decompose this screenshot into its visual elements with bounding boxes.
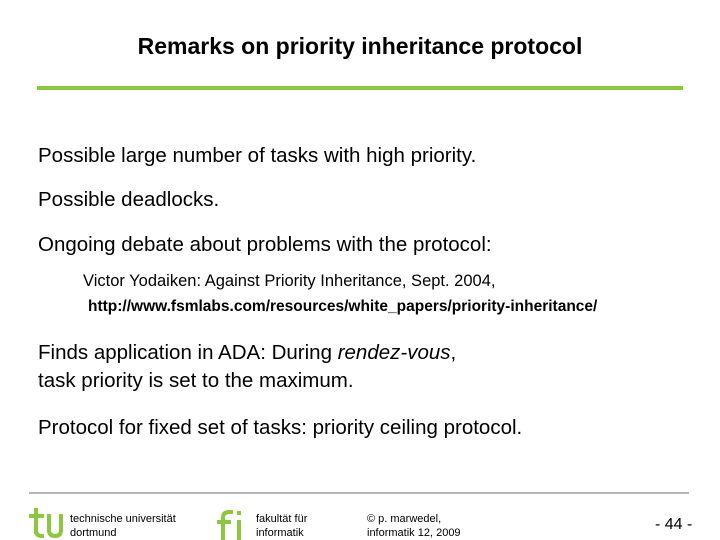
faculty-line2: informatik: [256, 527, 304, 539]
ada-line2: task priority is set to the maximum.: [38, 369, 354, 392]
university-line1: technische universität: [70, 513, 176, 525]
copyright-line1: © p. marwedel,: [367, 513, 442, 525]
faculty-name: [256, 512, 307, 540]
ada-line1-pre: Finds application in ADA: During: [38, 341, 338, 364]
bullet-3: Ongoing debate about problems with the protocol:: [38, 233, 492, 256]
tu-logo: [29, 508, 67, 540]
ceiling-protocol-text: Protocol for fixed set of tasks: priority ceiling protocol.: [38, 416, 523, 439]
bullet-1: Possible large number of tasks with high priority.: [38, 144, 477, 167]
university-line2: dortmund: [70, 527, 117, 539]
copyright-line2: informatik 12, 2009: [367, 527, 461, 539]
faculty-line1: fakultät für: [256, 513, 308, 525]
ada-paragraph: [38, 339, 456, 395]
reference-url[interactable]: http://www.fsmlabs.com/resources/white_papers/priority-inheritance/: [88, 298, 598, 315]
fi-logo: [215, 506, 249, 540]
page-number: - 44 -: [655, 516, 693, 533]
title-underline: [37, 86, 683, 90]
ada-line1-emphasis: rendez-vous: [337, 341, 451, 364]
ada-line1-post: ,: [450, 341, 457, 364]
slide-title: Remarks on priority inheritance protocol: [137, 33, 583, 59]
bullet-2: Possible deadlocks.: [38, 188, 220, 211]
copyright: [367, 512, 461, 540]
reference-citation: Victor Yodaiken: Against Priority Inheritance, Sept. 2004,: [83, 272, 496, 290]
university-name: [70, 512, 176, 540]
footer-rule: [29, 492, 689, 494]
